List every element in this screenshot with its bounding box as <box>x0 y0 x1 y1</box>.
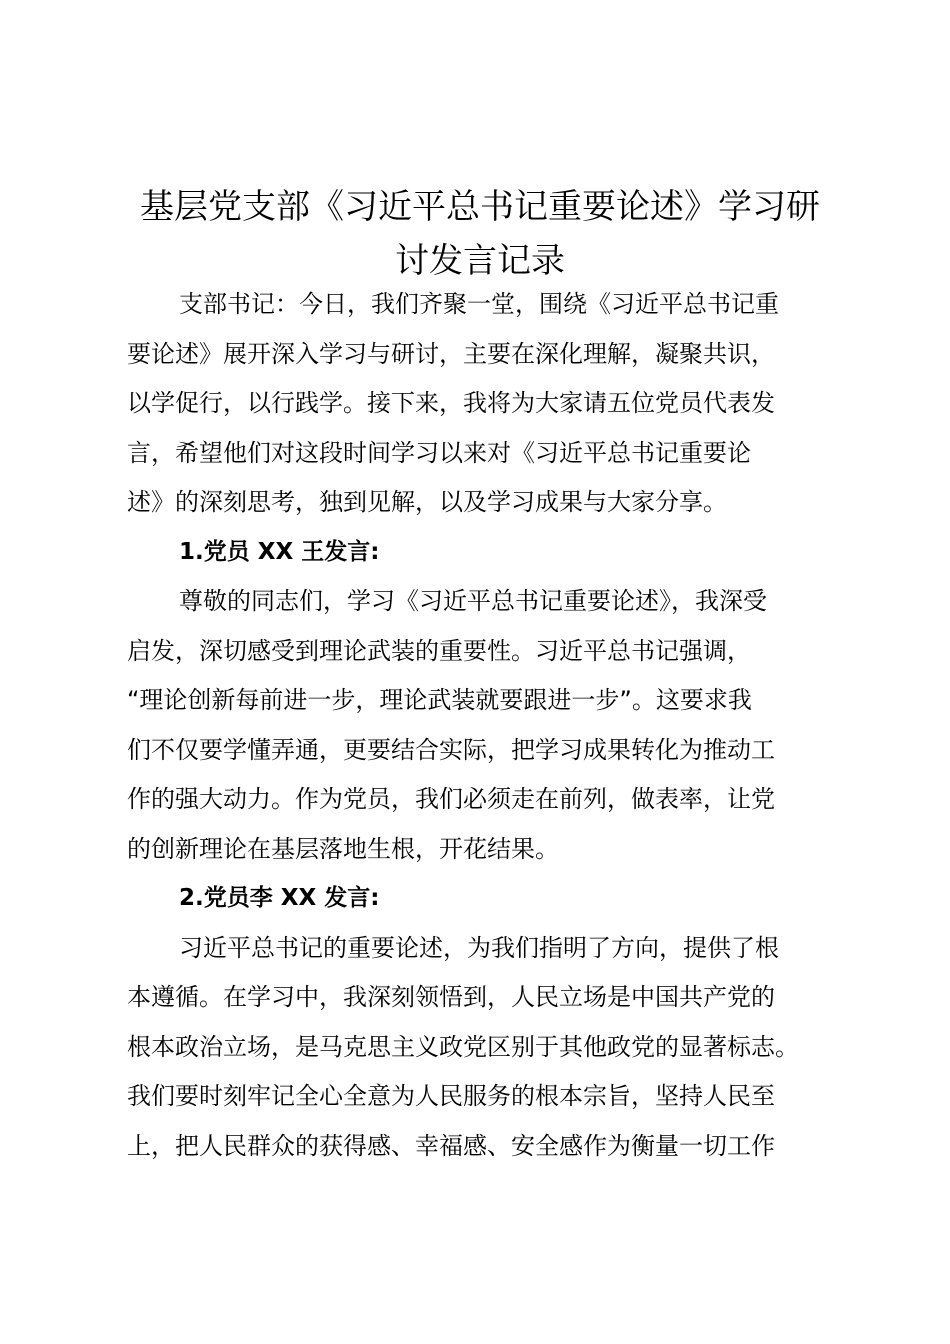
paragraph-line: 上，把人民群众的获得感、幸福感、安全感作为衡量一切工作 <box>127 1131 775 1160</box>
section-heading-1: 1.党员 XX 王发言: <box>179 538 380 565</box>
title-line-2: 讨发言记录 <box>395 241 565 281</box>
intro-line: 以学促行，以行践学。接下来，我将为大家请五位党员代表发 <box>127 389 775 417</box>
paragraph-line: 的创新理论在基层落地生根，开花结果。 <box>127 834 559 863</box>
paragraph-line: “理论创新每前进一步，理论武装就要跟进一步”。这要求我 <box>127 686 752 714</box>
title-line-1: 基层党支部《习近平总书记重要论述》学习研 <box>140 187 820 227</box>
intro-line: 要论述》展开深入学习与研讨，主要在深化理解，凝聚共识， <box>127 339 775 368</box>
paragraph-line: 本遵循。在学习中，我深刻领悟到，人民立场是中国共产党的 <box>127 983 775 1011</box>
intro-line: 言，希望他们对这段时间学习以来对《习近平总书记重要论 <box>127 438 751 467</box>
section-heading-2: 2.党员李 XX 发言: <box>179 885 380 911</box>
paragraph-line: 启发，深切感受到理论武装的重要性。习近平总书记强调， <box>127 636 751 665</box>
paragraph-line: 习近平总书记的重要论述，为我们指明了方向，提供了根 <box>179 933 779 962</box>
intro-line: 支部书记：今日，我们齐聚一堂，围绕《习近平总书记重 <box>179 290 779 318</box>
section-paragraph-1 <box>127 577 842 874</box>
section-paragraph-2 <box>127 924 842 1172</box>
document-body <box>127 280 842 1171</box>
intro-line: 述》的深刻思考，独到见解，以及学习成果与大家分享。 <box>127 488 727 516</box>
intro-paragraph <box>127 280 842 528</box>
paragraph-line: 根本政治立场，是马克思主义政党区别于其他政党的显著标志。 <box>127 1032 799 1061</box>
paragraph-line: 我们要时刻牢记全心全意为人民服务的根本宗旨，坚持人民至 <box>127 1082 775 1110</box>
paragraph-line: 作的强大动力。作为党员，我们必须走在前列，做表率，让党 <box>127 785 775 813</box>
paragraph-line: 尊敬的同志们，学习《习近平总书记重要论述》，我深受 <box>179 587 767 615</box>
paragraph-line: 们不仅要学懂弄通，更要结合实际，把学习成果转化为推动工 <box>127 735 775 764</box>
document-title <box>110 180 850 288</box>
